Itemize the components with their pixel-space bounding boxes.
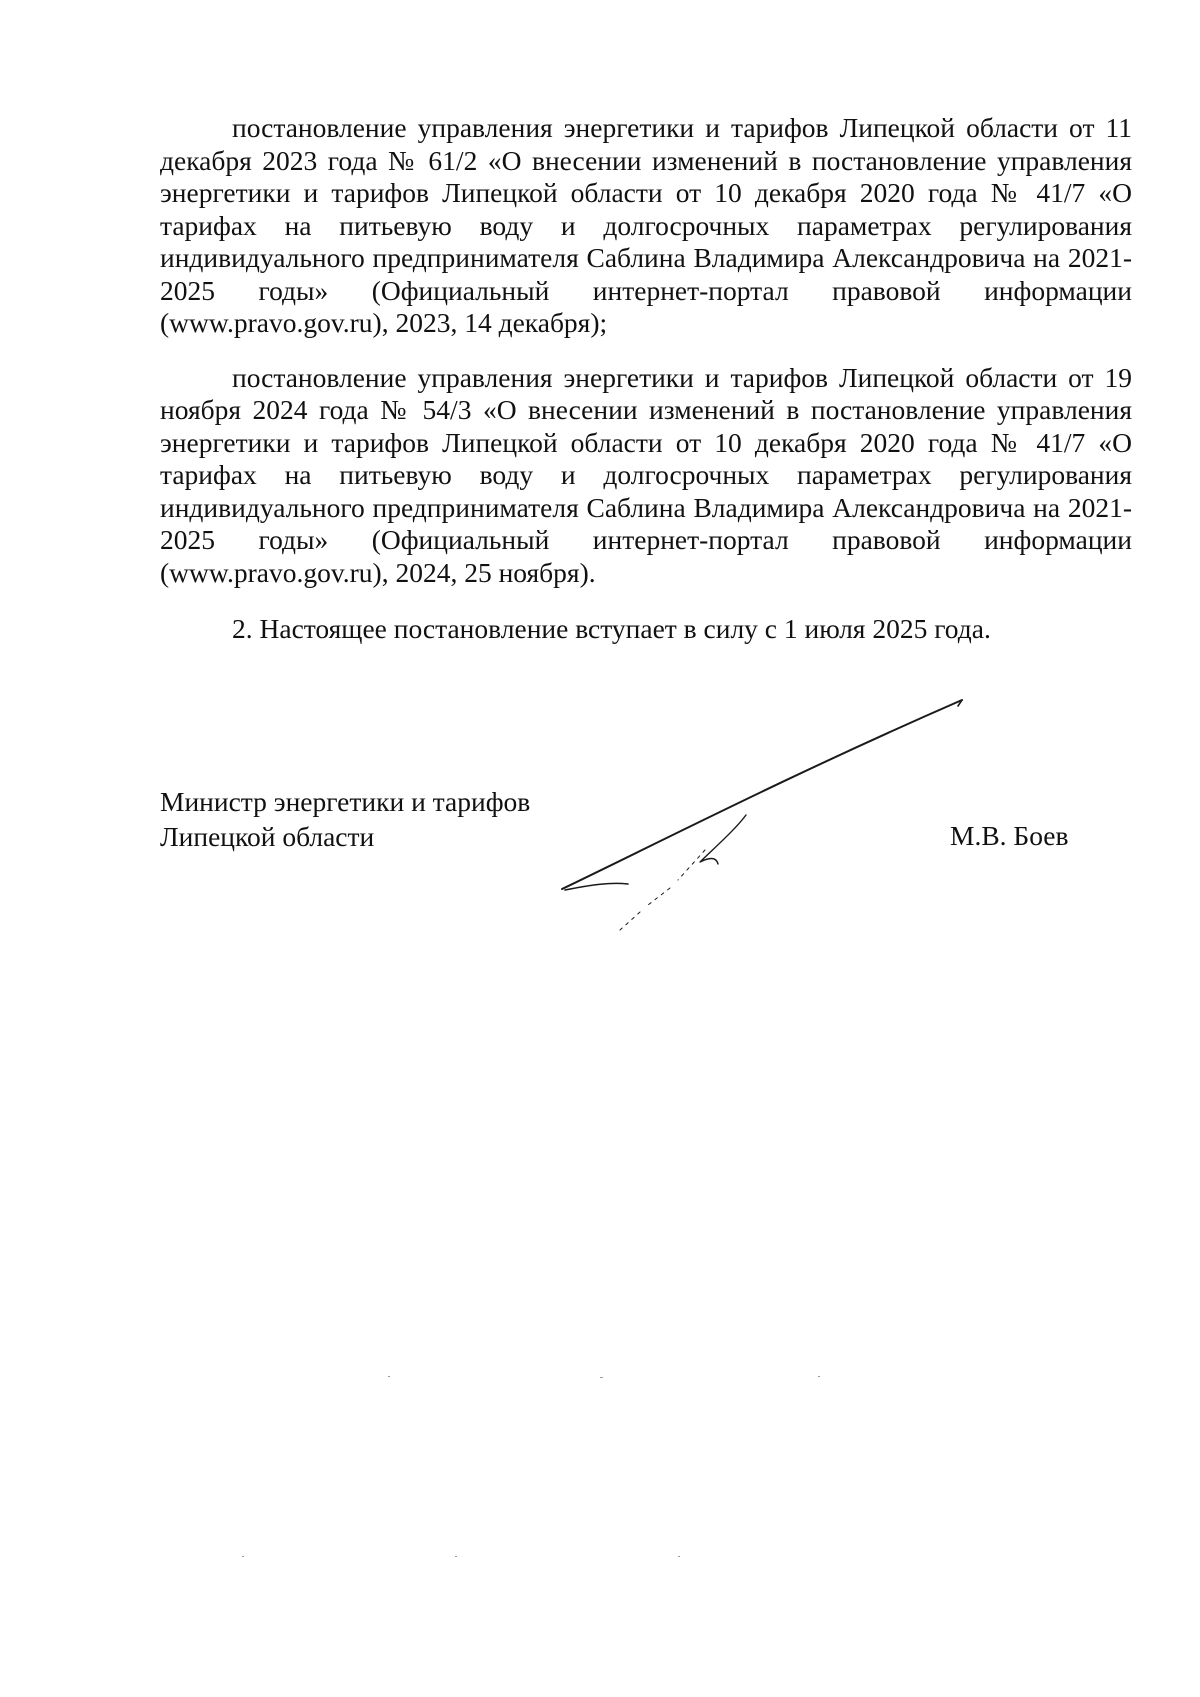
signature-dashed-tail — [620, 850, 705, 930]
signer-name: М.В. Боев — [950, 820, 1069, 851]
signature-lower-stroke — [565, 883, 628, 890]
signature-loop — [700, 815, 746, 864]
document-body — [160, 112, 1132, 646]
signer-title — [160, 784, 530, 854]
signature-main-stroke — [562, 700, 962, 889]
signer-title-line-2: Липецкой области — [160, 821, 375, 852]
paragraph-effective-date: 2. Настоящее постановление вступает в силу с 1 июля 2025 года. — [232, 613, 991, 644]
paragraph-resolution-54-3: постановление управления энергетики и тарифов Липецкой области от 19 ноября 2024 года № 54/3 «О внесении изменений в постановление управления энергетики и тарифов Липецкой области от 10 декабря 2020 года № 41/7 «О тарифах на питьевую воду и долгосрочных параметрах регулирования индивидуального предпринимателя Саблина Владимира Александровича на 2021-2025 годы» (Официальный интернет-портал правовой информации (www.pravo.gov.ru), 2024, 25 ноября). — [160, 361, 1132, 588]
signer-title-line-1: Министр энергетики и тарифов — [160, 786, 531, 817]
signature-top-hook — [958, 700, 962, 706]
paragraph-resolution-61-2: постановление управления энергетики и тарифов Липецкой области от 11 декабря 2023 года № 61/2 «О внесении изменений в постановление управления энергетики и тарифов Липецкой области от 10 декабря 2020 года № 41/7 «О тарифах на питьевую воду и долгосрочных параметрах регулирования индивидуального предпринимателя Саблина Владимира Александровича на 2021-2025 годы» (Официальный интернет-портал правовой информации (www.pravo.gov.ru), 2023, 14 декабря); — [160, 112, 1132, 338]
